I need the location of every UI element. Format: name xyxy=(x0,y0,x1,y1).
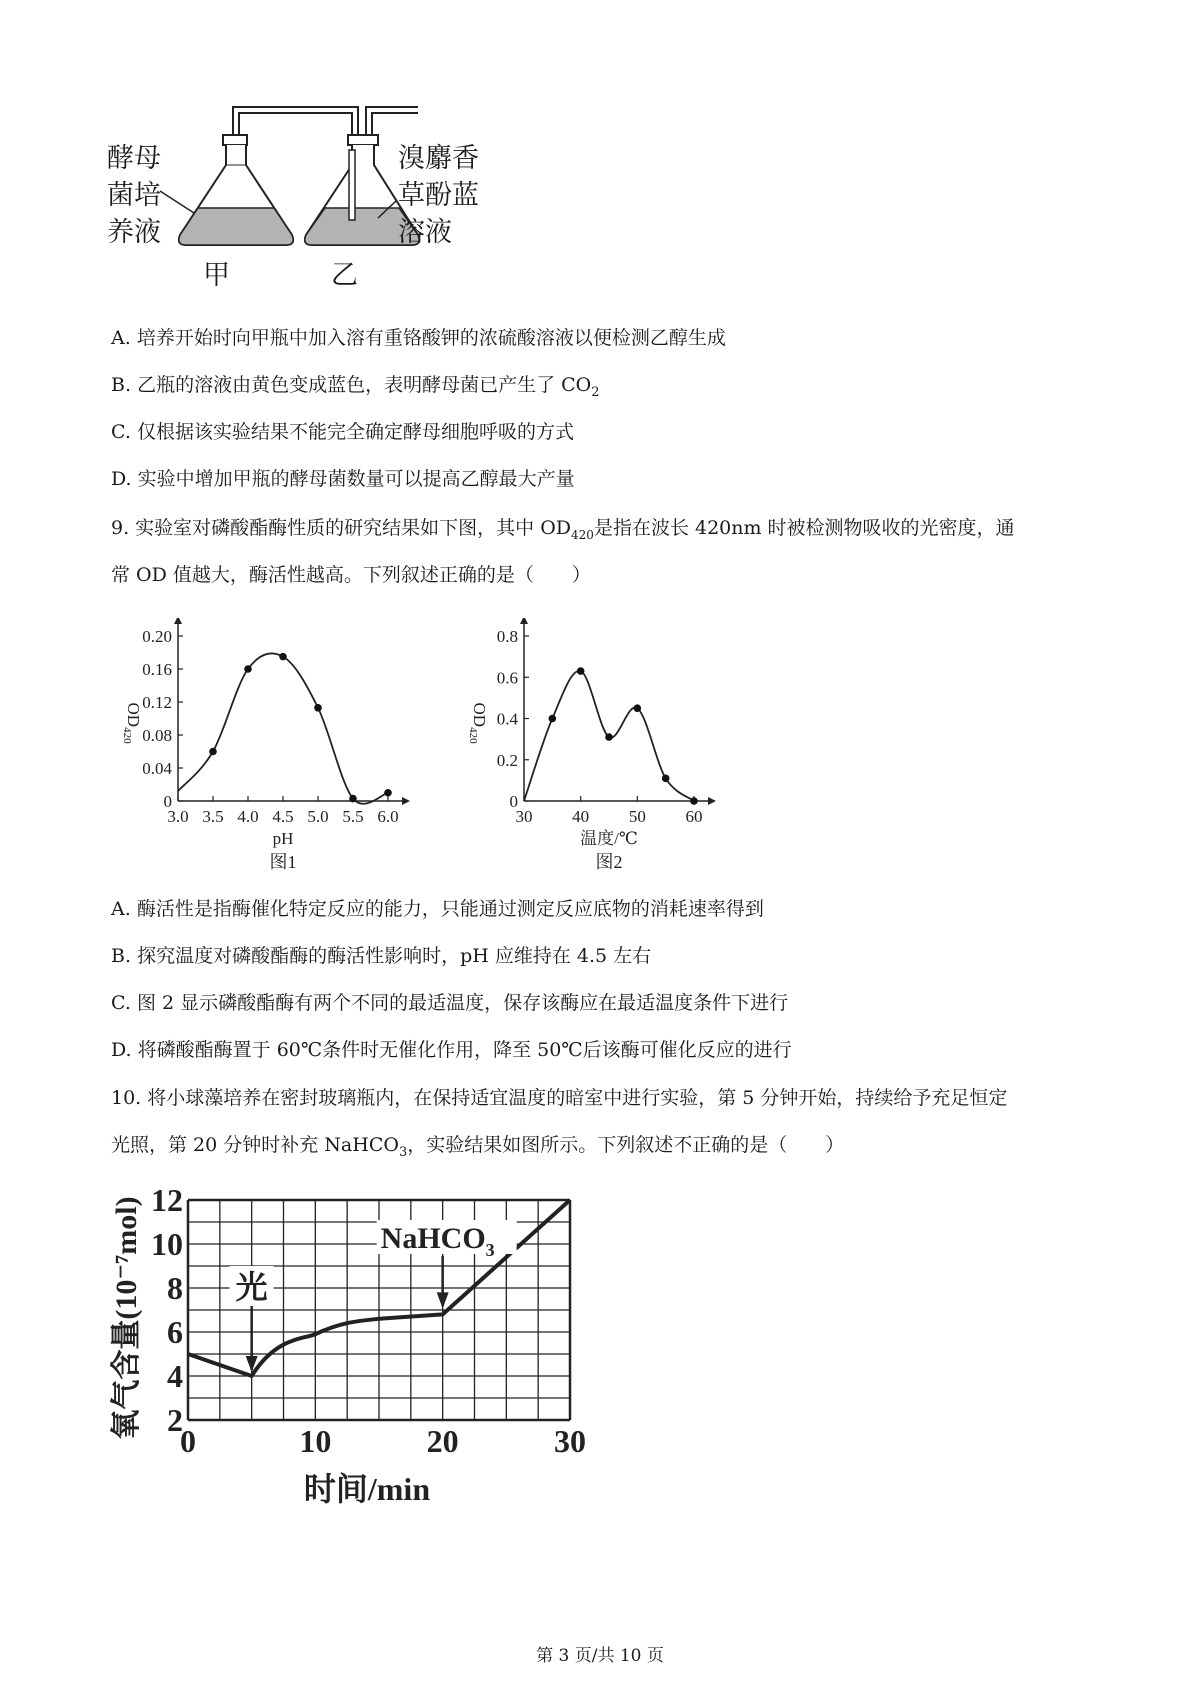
option-text: 仅根据该实验结果不能完全确定酵母细胞呼吸的方式 xyxy=(136,421,574,443)
flask-label-jia: 甲 xyxy=(203,260,230,291)
chart-temperature-activity xyxy=(452,618,792,883)
x-axis-label: 时间/min xyxy=(303,1471,431,1507)
y-axis-label-main: OD xyxy=(470,702,489,728)
q8-option-b xyxy=(111,373,600,405)
y-axis-label xyxy=(121,703,143,745)
subscript: 3 xyxy=(398,1144,408,1160)
q9-stem-line-1 xyxy=(111,516,1015,547)
option-text: 培养开始时向甲瓶中加入溶有重铬酸钾的浓硫酸溶液以便检测乙醇生成 xyxy=(136,327,726,349)
data-point xyxy=(605,733,613,741)
q9-option-c xyxy=(111,991,788,1015)
subscript: 2 xyxy=(591,384,600,400)
y-tick-label: 2 xyxy=(167,1402,183,1438)
y-axis-arrow-icon xyxy=(174,618,182,624)
annotation-nahco3-sub: 3 xyxy=(485,1240,495,1260)
option-key: C. xyxy=(111,992,131,1014)
label-yeast-line-1: 酵母 xyxy=(107,143,161,174)
x-tick-label: 40 xyxy=(572,807,590,826)
x-axis-arrow-icon xyxy=(402,797,410,805)
option-text: 酶活性是指酶催化特定反应的能力，只能通过测定反应底物的消耗速率得到 xyxy=(136,898,764,920)
y-tick-label: 0.16 xyxy=(142,660,172,679)
y-tick-label: 0.2 xyxy=(496,750,518,770)
option-text: 乙瓶的溶液由黄色变成蓝色，表明酵母菌已产生了 CO xyxy=(137,374,592,396)
flask-left xyxy=(179,135,293,245)
y-tick-label: 0 xyxy=(163,792,172,811)
label-bromo-line-3: 溶液 xyxy=(398,217,452,248)
q9-stem-pre: 9. 实验室对磷酸酯酶性质的研究结果如下图，其中 OD xyxy=(111,517,572,539)
chart-ph-activity xyxy=(100,618,460,883)
figure-caption: 图1 xyxy=(269,852,297,872)
x-axis-label: 温度/℃ xyxy=(580,829,638,848)
label-bromo-line-1: 溴麝香 xyxy=(398,143,479,174)
arrow-down-icon xyxy=(437,1292,449,1308)
x-tick-label: 4.0 xyxy=(237,807,259,826)
x-axis-label: pH xyxy=(272,829,294,848)
y-tick-label: 6 xyxy=(167,1314,183,1350)
x-tick-label: 3.0 xyxy=(167,807,189,826)
y-tick-label: 10 xyxy=(151,1226,183,1262)
x-tick-label: 5.0 xyxy=(307,807,329,826)
q10-stem-line-2 xyxy=(111,1133,844,1165)
y-tick-label: 0.04 xyxy=(142,759,172,778)
x-tick-label: 30 xyxy=(515,807,533,826)
data-point xyxy=(279,653,287,661)
option-key: D. xyxy=(111,1039,132,1061)
y-axis-label-sub: 420 xyxy=(121,727,133,744)
q10-stem-text: 10. 将小球藻培养在密封玻璃瓶内，在保持适宜温度的暗室中进行实验，第 5 分钟开始，持续给予充足恒定 xyxy=(111,1087,1008,1109)
q8-option-a xyxy=(111,326,726,350)
y-tick-label: 8 xyxy=(167,1270,183,1306)
connecting-tube-inner xyxy=(239,113,352,149)
q8-option-c xyxy=(111,420,574,444)
q9-option-b xyxy=(111,944,651,968)
y-tick-label: 0.4 xyxy=(496,709,518,729)
option-key: A. xyxy=(111,327,131,349)
option-key: A. xyxy=(111,898,131,920)
y-axis-label-sub: 420 xyxy=(467,727,479,744)
data-point xyxy=(577,667,585,675)
subscript: 420 xyxy=(571,527,594,542)
option-key: D. xyxy=(111,468,132,490)
x-tick-label: 20 xyxy=(426,1423,459,1459)
annotation-nahco3 xyxy=(381,1222,495,1260)
x-tick-label: 6.0 xyxy=(377,807,399,826)
page-footer: 第 3 页/共 10 页 xyxy=(536,1646,664,1666)
y-axis-label-main: OD xyxy=(124,702,143,728)
x-tick-label: 0 xyxy=(180,1423,196,1459)
flask-label-yi: 乙 xyxy=(331,260,358,291)
x-axis-arrow-icon xyxy=(708,797,716,805)
y-tick-label: 12 xyxy=(151,1182,183,1218)
label-yeast-culture xyxy=(107,140,161,251)
q8-option-d xyxy=(111,467,575,491)
y-tick-label: 0.20 xyxy=(142,627,172,646)
data-point xyxy=(209,748,217,756)
data-point xyxy=(549,715,557,723)
q9-stem-text: 常 OD 值越大，酶活性越高。下列叙述正确的是（ ） xyxy=(111,564,591,586)
option-key: B. xyxy=(111,945,132,967)
chart-oxygen-time xyxy=(110,1180,610,1520)
option-text: 将磷酸酯酶置于 60℃条件时无催化作用，降至 50℃后该酶可催化反应的进行 xyxy=(137,1039,792,1061)
option-key: B. xyxy=(111,374,132,396)
q9-option-d xyxy=(111,1038,792,1062)
y-tick-label: 0 xyxy=(509,792,518,811)
data-point xyxy=(349,795,357,803)
option-text: 实验中增加甲瓶的酵母菌数量可以提高乙醇最大产量 xyxy=(137,468,575,490)
y-axis-label xyxy=(467,703,489,745)
label-bromothymol xyxy=(398,140,479,251)
y-tick-label: 0.08 xyxy=(142,726,172,745)
y-tick-label: 0.8 xyxy=(496,627,518,646)
data-point xyxy=(244,665,252,673)
y-tick-label: 4 xyxy=(167,1358,183,1394)
outlet-tube xyxy=(366,107,418,137)
data-point xyxy=(384,789,392,797)
y-axis-label: 氧气含量(10⁻⁷mol) xyxy=(110,1196,143,1440)
data-point xyxy=(634,704,642,712)
x-tick-label: 60 xyxy=(685,807,703,826)
label-yeast-line-2: 菌培 xyxy=(107,180,161,211)
x-tick-label: 30 xyxy=(554,1423,586,1459)
x-tick-label: 4.5 xyxy=(272,807,294,826)
pointer-left xyxy=(160,191,194,213)
data-point xyxy=(662,775,670,783)
q9-stem-line-2 xyxy=(111,563,591,587)
x-tick-label: 10 xyxy=(299,1423,332,1459)
data-point xyxy=(314,704,322,712)
series-line xyxy=(178,653,388,803)
figure-caption: 图2 xyxy=(595,852,623,872)
label-bromo-line-2: 草酚蓝 xyxy=(398,180,479,211)
annotation-light: 光 xyxy=(235,1269,268,1305)
x-tick-label: 3.5 xyxy=(202,807,224,826)
option-text: 图 2 显示磷酸酯酶有两个不同的最适温度，保存该酶应在最适温度条件下进行 xyxy=(136,992,789,1014)
q9-option-a xyxy=(111,897,764,921)
data-point xyxy=(690,797,698,805)
q9-stem-post: 是指在波长 420nm 时被检测物吸收的光密度，通 xyxy=(593,517,1015,539)
q10-stem-pre: 光照，第 20 分钟时补充 NaHCO xyxy=(111,1134,399,1156)
label-yeast-line-3: 养液 xyxy=(107,217,161,248)
q10-stem-post: ，实验结果如图所示。下列叙述不正确的是（ ） xyxy=(407,1134,845,1156)
option-text: 探究温度对磷酸酯酶的酶活性影响时，pH 应维持在 4.5 左右 xyxy=(137,945,652,967)
option-key: C. xyxy=(111,421,131,443)
y-axis-arrow-icon xyxy=(520,618,528,624)
y-tick-label: 0.6 xyxy=(496,668,518,688)
q10-stem-line-1 xyxy=(111,1086,1007,1110)
x-tick-label: 5.5 xyxy=(342,807,364,826)
annotation-nahco3-main: NaHCO xyxy=(380,1222,486,1255)
x-tick-label: 50 xyxy=(628,807,646,826)
outlet-tube-inner xyxy=(372,113,418,137)
y-tick-label: 0.12 xyxy=(142,693,172,712)
